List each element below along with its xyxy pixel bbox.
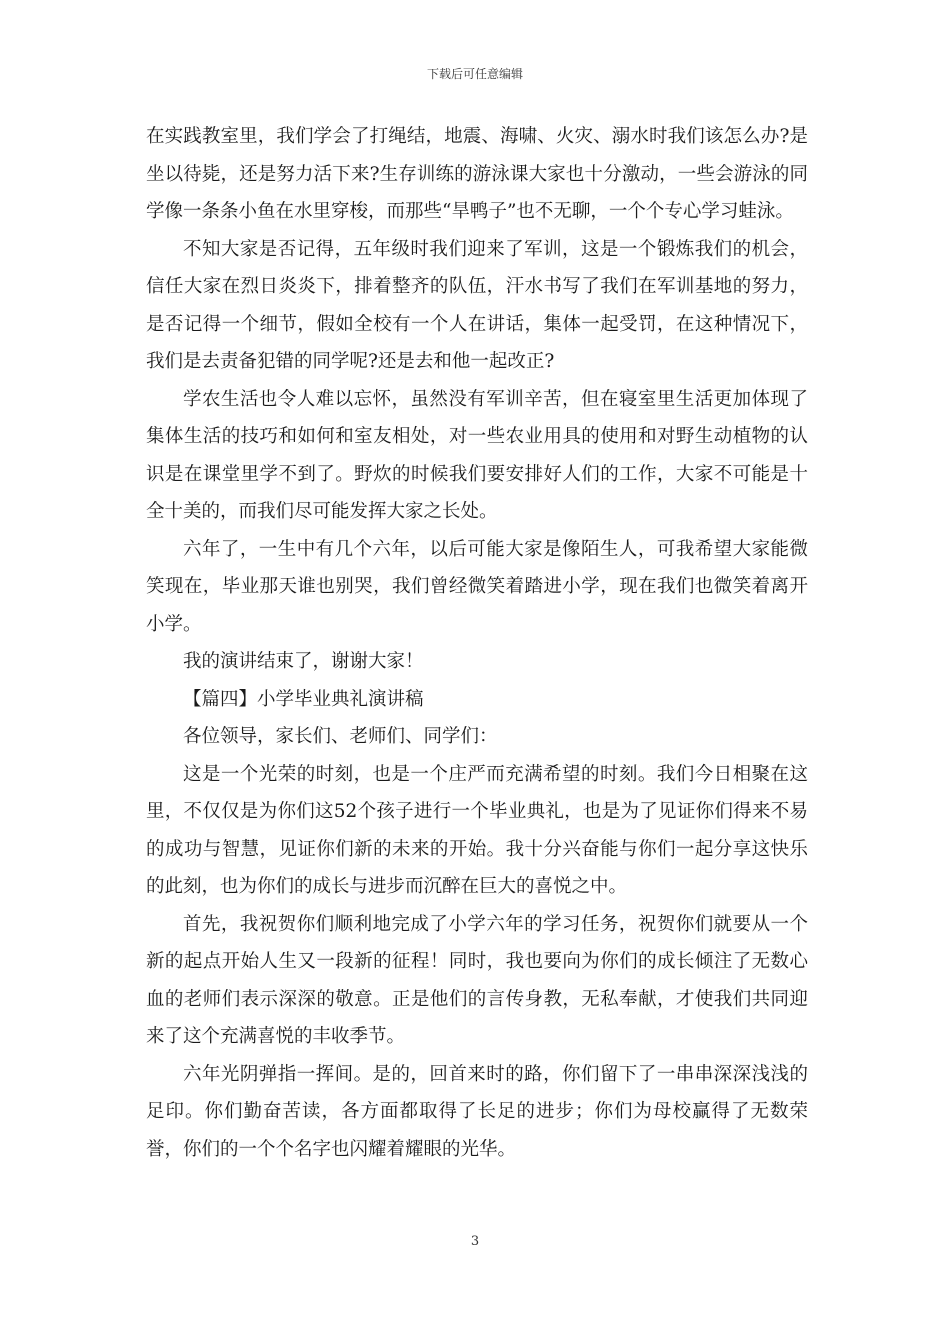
paragraph-six-years-passed: 六年光阴弹指一挥间。是的，回首来时的路，你们留下了一串串深深浅浅的足印。你们勤奋苦读，各方面都取得了长足的进步；你们为母校赢得了无数荣誉，你们的一个个名字也闪耀着耀眼的光华。 bbox=[146, 1063, 808, 1160]
paragraph-salutation: 各位领导，家长们、老师们、同学们： bbox=[183, 726, 498, 747]
paragraph-congratulations: 首先，我祝贺你们顺利地完成了小学六年的学习任务，祝贺你们就要从一个新的起点开始人生又一段新的征程！同时，我也要向为你们的成长倾注了无数心血的老师们表示深深的敬意。正是他们的言传身教，无私奉献，才使我们共同迎来了这个充满喜悦的丰收季节。 bbox=[146, 913, 808, 1047]
paragraph-speech-end: 我的演讲结束了，谢谢大家！ bbox=[183, 651, 424, 672]
paragraph-six-years: 六年了，一生中有几个六年，以后可能大家是像陌生人，可我希望大家能微笑现在，毕业那天谁也别哭，我们曾经微笑着踏进小学，现在我们也微笑着离开小学。 bbox=[146, 538, 808, 635]
paragraph-practice-classroom: 在实践教室里，我们学会了打绳结，地震、海啸、火灾、溺水时我们该怎么办?是坐以待毙，还是努力活下来?生存训练的游泳课大家也十分激动，一些会游泳的同学像一条条小鱼在水里穿梭，而那些“旱鸭子”也不无聊，一个个专心学习蛙泳。 bbox=[146, 126, 808, 222]
page-number: 3 bbox=[470, 1234, 480, 1249]
paragraph-farm-life: 学农生活也令人难以忘怀，虽然没有军训辛苦，但在寝室里生活更加体现了集体生活的技巧和如何和室友相处，对一些农业用具的使用和对野生动植物的认识是在课堂里学不到了。野炊的时候我们要安排好人们的工作，大家不可能是十全十美的，而我们尽可能发挥大家之长处。 bbox=[146, 388, 808, 522]
document-body bbox=[146, 118, 808, 1168]
section-title-part-four: 【篇四】小学毕业典礼演讲稿 bbox=[183, 688, 424, 710]
page-header: 下载后可任意编辑 bbox=[426, 67, 523, 81]
paragraph-military-training: 不知大家是否记得，五年级时我们迎来了军训，这是一个锻炼我们的机会，信任大家在烈日炎炎下，排着整齐的队伍，汗水书写了我们在军训基地的努力，是否记得一个细节，假如全校有一个人在讲话，集体一起受罚，在这种情况下，我们是去责备犯错的同学呢?还是去和他一起改正? bbox=[146, 238, 808, 372]
paragraph-glorious-moment: 这是一个光荣的时刻，也是一个庄严而充满希望的时刻。我们今日相聚在这里，不仅仅是为你们这52个孩子进行一个毕业典礼，也是为了见证你们得来不易的成功与智慧，见证你们新的未来的开始。我十分兴奋能与你们一起分享这快乐的此刻，也为你们的成长与进步而沉醉在巨大的喜悦之中。 bbox=[146, 763, 808, 897]
